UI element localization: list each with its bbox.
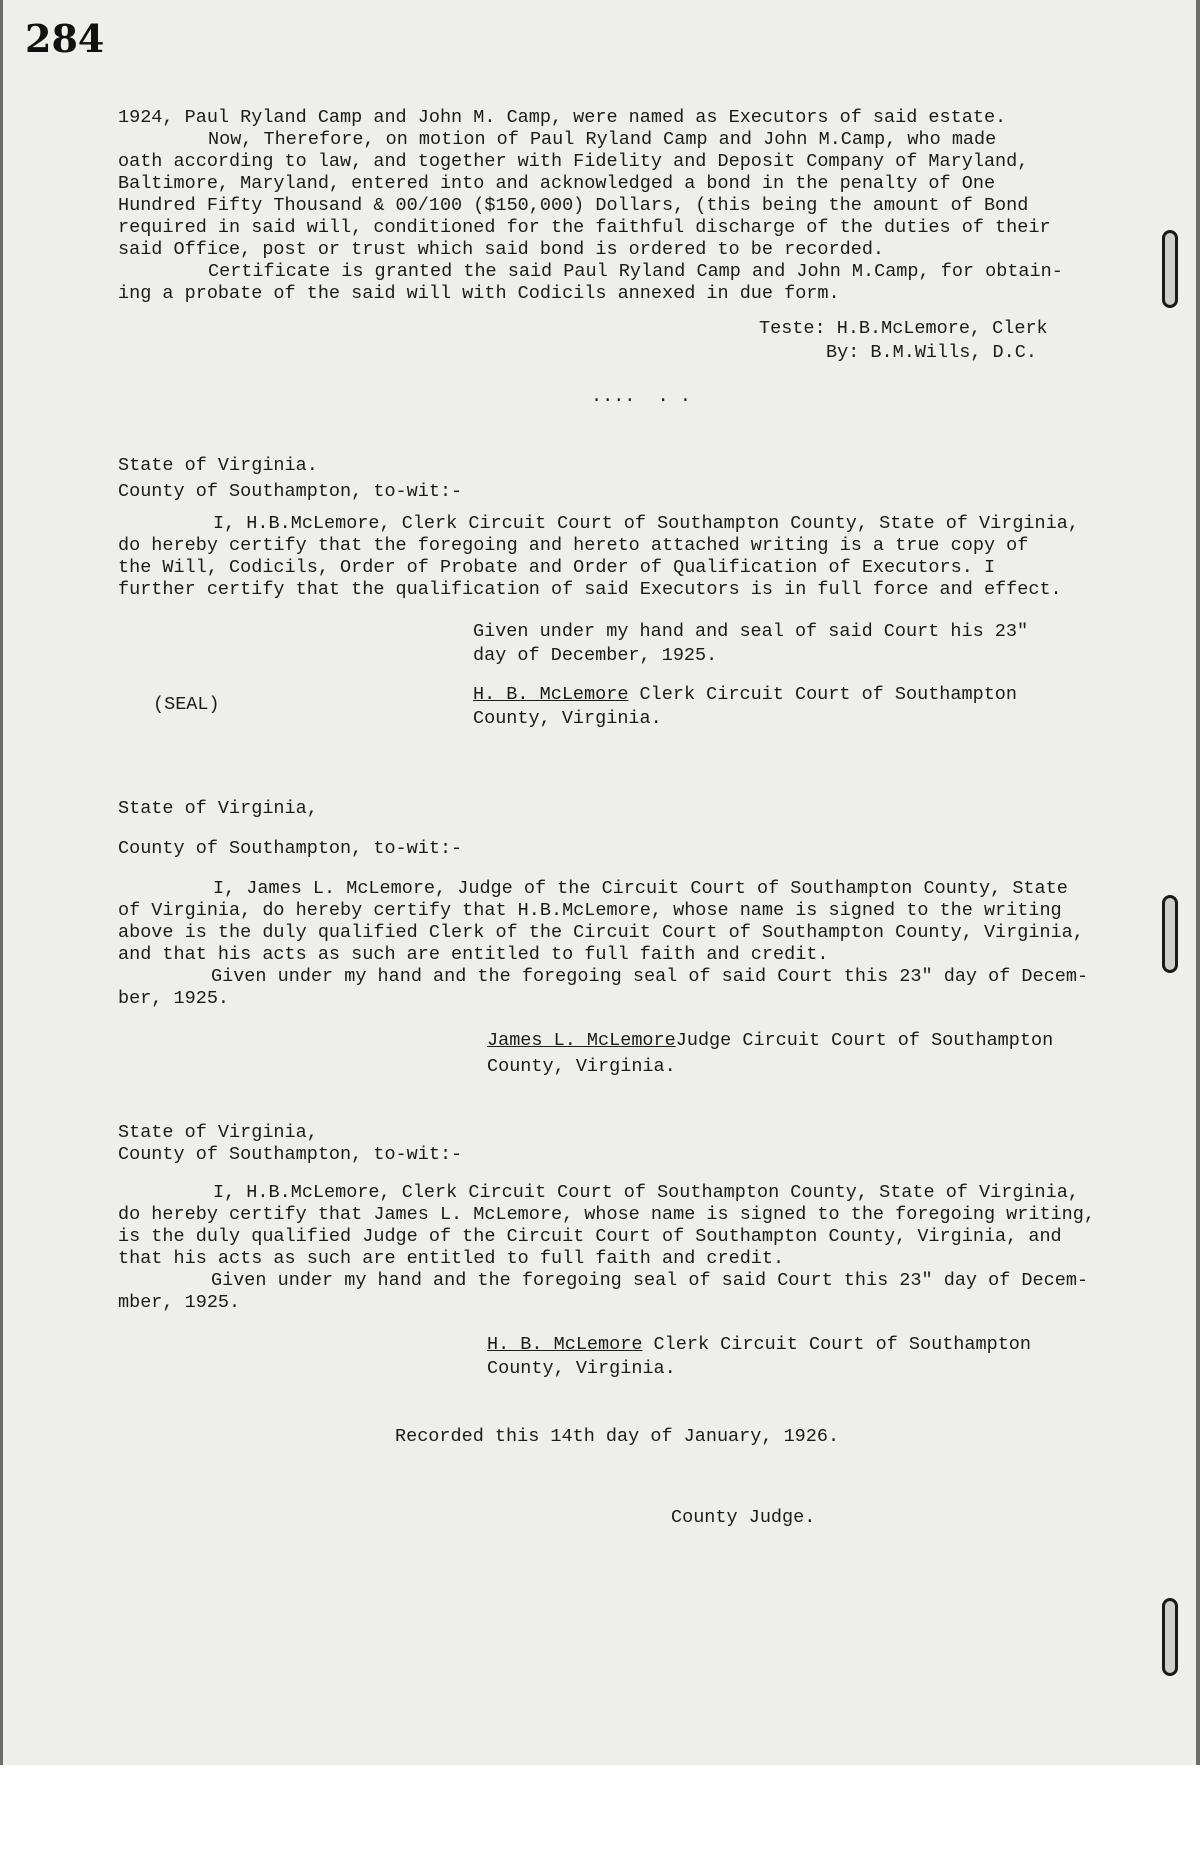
text-line: do hereby certify that the foregoing and hereto attached writing is a true copy of: [118, 535, 1029, 556]
text-line: I, H.B.McLemore, Clerk Circuit Court of Southampton County, State of Virginia,: [213, 1182, 1079, 1203]
text-line: of Virginia, do hereby certify that H.B.McLemore, whose name is signed to the writing: [118, 900, 1062, 921]
text-line: said Office, post or trust which said bond is ordered to be recorded.: [118, 239, 885, 260]
signature-title-line-2: County, Virginia.: [487, 1056, 676, 1077]
text-line: above is the duly qualified Clerk of the Circuit Court of Southampton County, Virginia,: [118, 922, 1084, 943]
state-heading: State of Virginia,: [118, 1122, 318, 1143]
signature-title-line-2: County, Virginia.: [487, 1358, 676, 1379]
text-line: oath according to law, and together with Fidelity and Deposit Company of Maryland,: [118, 151, 1029, 172]
section-separator: .... . .: [591, 386, 691, 407]
text-line: and that his acts as such are entitled to full faith and credit.: [118, 944, 829, 965]
page-number: 284: [25, 16, 105, 61]
seal-label: (SEAL): [153, 694, 220, 715]
signature-line: [487, 1334, 1031, 1356]
text-line: the Will, Codicils, Order of Probate and Order of Qualification of Executors. I: [118, 557, 996, 578]
teste-line: Teste: H.B.McLemore, Clerk: [759, 318, 1048, 339]
text-line: Hundred Fifty Thousand & 00/100 ($150,000) Dollars, (this being the amount of Bond: [118, 195, 1029, 216]
given-line: day of December, 1925.: [473, 645, 718, 666]
judge-signature: James L. McLemore: [487, 1030, 676, 1051]
text-line: Certificate is granted the said Paul Ryland Camp and John M.Camp, for obtain-: [208, 261, 1063, 282]
text-line: further certify that the qualification of said Executors is in full force and effect.: [118, 579, 1062, 600]
binder-hole-top: [1158, 230, 1182, 310]
by-line: By: B.M.Wills, D.C.: [826, 342, 1037, 363]
signature-line: [487, 1030, 1053, 1052]
signature-line: [473, 684, 1017, 706]
text-line: ing a probate of the said will with Codicils annexed in due form.: [118, 283, 840, 304]
clerk-signature: H. B. McLemore: [487, 1334, 643, 1355]
text-line: required in said will, conditioned for the faithful discharge of the duties of their: [118, 217, 1051, 238]
text-line: 1924, Paul Ryland Camp and John M. Camp, were named as Executors of said estate.: [118, 107, 1007, 128]
text-line: ber, 1925.: [118, 988, 230, 1009]
county-judge-label: County Judge.: [671, 1507, 816, 1528]
text-line: Given under my hand and the foregoing seal of said Court this 23" day of Decem-: [211, 1270, 1089, 1291]
county-heading: County of Southampton, to-wit:-: [118, 481, 463, 502]
text-line: I, James L. McLemore, Judge of the Circuit Court of Southampton County, State: [213, 878, 1068, 899]
text-line: mber, 1925.: [118, 1292, 241, 1313]
binder-hole-bottom: [1158, 1598, 1182, 1678]
state-heading: State of Virginia,: [118, 798, 318, 819]
signature-title-line-2: County, Virginia.: [473, 708, 662, 729]
signature-title: Clerk Circuit Court of Southampton: [653, 1334, 1032, 1355]
text-line: that his acts as such are entitled to full faith and credit.: [118, 1248, 785, 1269]
clerk-signature: H. B. McLemore: [473, 684, 629, 705]
text-line: Now, Therefore, on motion of Paul Ryland Camp and John M.Camp, who made: [208, 129, 997, 150]
given-line: Given under my hand and seal of said Court his 23": [473, 621, 1029, 642]
county-heading: County of Southampton, to-wit:-: [118, 1144, 463, 1165]
signature-title: Judge Circuit Court of Southampton: [675, 1030, 1054, 1051]
text-line: Given under my hand and the foregoing seal of said Court this 23" day of Decem-: [211, 966, 1089, 987]
text-line: Baltimore, Maryland, entered into and acknowledged a bond in the penalty of One: [118, 173, 996, 194]
recorded-line: Recorded this 14th day of January, 1926.: [395, 1426, 840, 1447]
text-line: I, H.B.McLemore, Clerk Circuit Court of Southampton County, State of Virginia,: [213, 513, 1079, 534]
binder-hole-middle: [1158, 895, 1182, 975]
state-heading: State of Virginia.: [118, 455, 318, 476]
signature-title: Clerk Circuit Court of Southampton: [639, 684, 1018, 705]
text-line: do hereby certify that James L. McLemore, whose name is signed to the foregoing writing,: [118, 1204, 1095, 1225]
county-heading: County of Southampton, to-wit:-: [118, 838, 463, 859]
text-line: is the duly qualified Judge of the Circuit Court of Southampton County, Virginia, and: [118, 1226, 1062, 1247]
